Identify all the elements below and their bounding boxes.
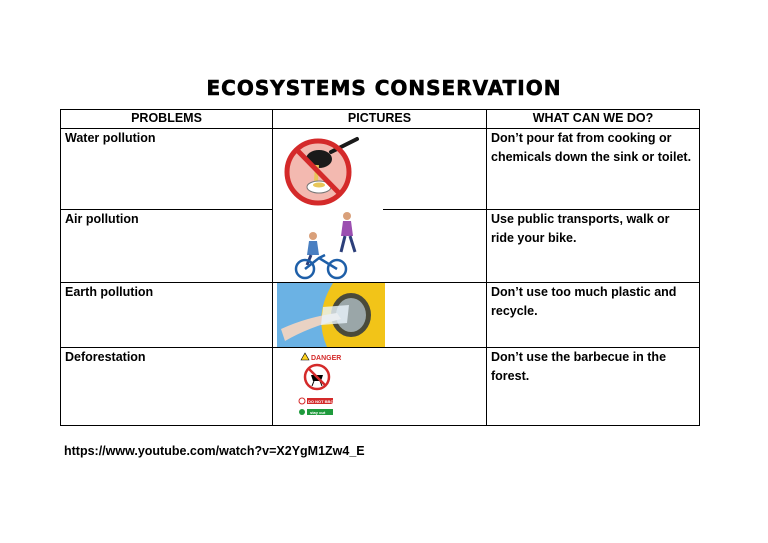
table-row [61, 129, 700, 210]
picture-cell [273, 348, 487, 426]
table-row [61, 348, 700, 426]
problem-cell: Air pollution [61, 210, 273, 283]
stay-out-label: stay out [310, 410, 326, 415]
problem-cell: Water pollution [61, 129, 273, 210]
no-barbecue-sign-icon [297, 351, 342, 423]
problem-cell: Earth pollution [61, 283, 273, 348]
page-title: ECOSYSTEMS CONSERVATION [206, 76, 562, 100]
do-not-bbq-label: DO NOT BBQ [308, 399, 334, 404]
problem-cell: Deforestation [61, 348, 273, 426]
header-problems: PROBLEMS [61, 110, 273, 129]
table-row [61, 210, 700, 283]
action-cell: Don’t use the barbecue in the forest. [487, 348, 700, 426]
table-row [61, 283, 700, 348]
conservation-table [60, 109, 700, 426]
danger-heading: DANGER [311, 355, 342, 362]
header-what-can-we-do: WHAT CAN WE DO? [487, 110, 700, 129]
recycling-bin-icon [277, 283, 385, 347]
action-cell: Don’t pour fat from cooking or chemicals down the sink or toilet. [487, 129, 700, 210]
cyclist-and-walker-icon [273, 208, 383, 282]
youtube-link[interactable]: https://www.youtube.com/watch?v=X2YgM1Zw4_E [64, 444, 365, 458]
picture-cell [273, 210, 487, 283]
header-pictures: PICTURES [273, 110, 487, 129]
action-cell: Use public transports, walk or ride your bike. [487, 210, 700, 283]
table-header-row [61, 110, 700, 129]
picture-cell [273, 283, 487, 348]
picture-cell [273, 129, 487, 210]
action-cell: Don’t use too much plastic and recycle. [487, 283, 700, 348]
no-pouring-fat-icon [283, 135, 375, 207]
